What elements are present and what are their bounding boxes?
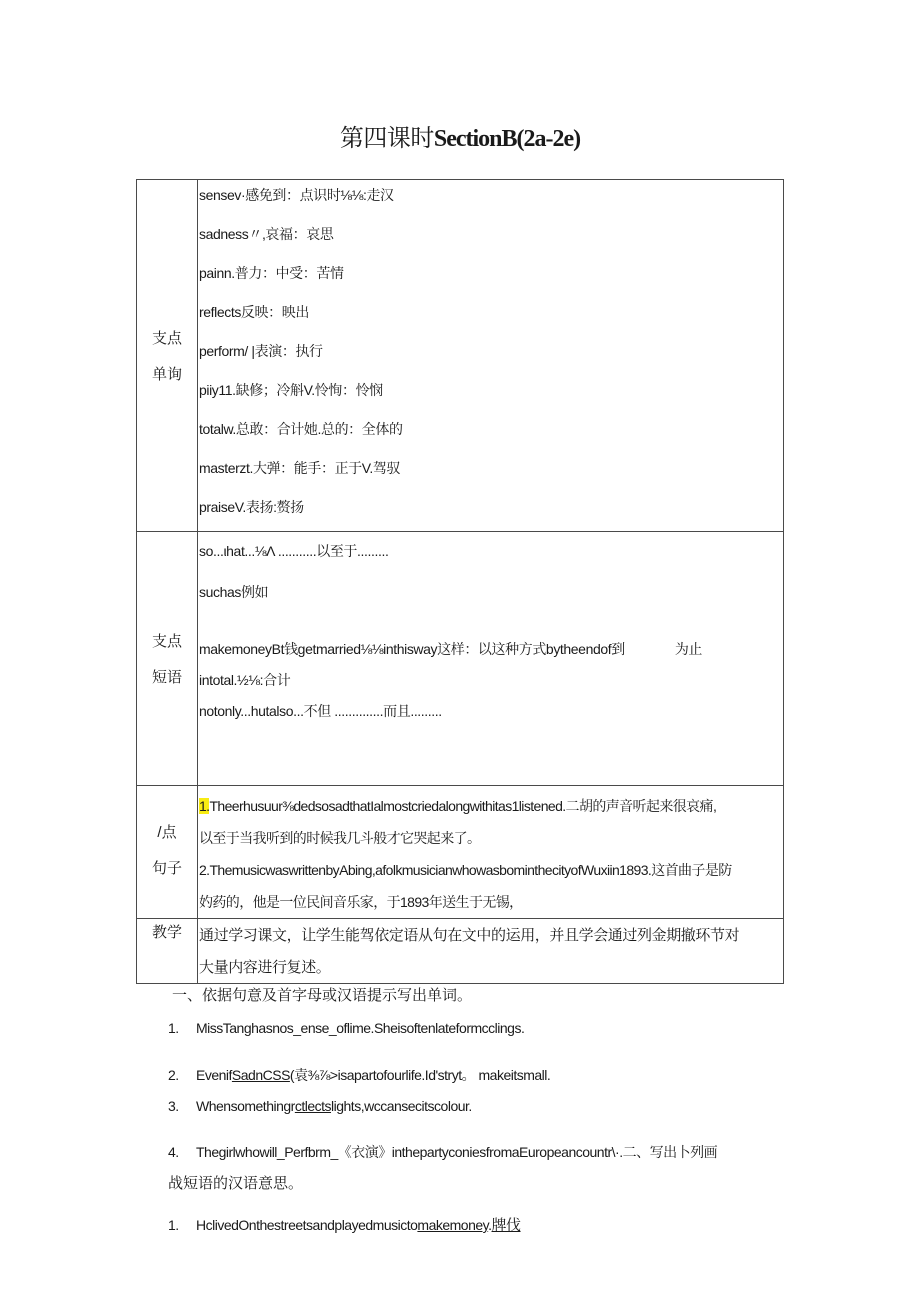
exercise-number: 4. [168,1144,179,1160]
teaching-goal-line-1: 通过学习课文，让学生能驾依定语从句在文中的运用，并且学会通过列金期撤环节对 [199,927,740,944]
table-row-phrases [137,532,784,786]
exercise-number: 2. [168,1067,179,1083]
sentence-1-number: 1. [199,798,210,814]
part2-heading-continuation: 战短语的汉语意思。 [168,1175,304,1192]
exercise-text-post: . [488,1217,492,1233]
exercise-answer: SadnCSS [231,1067,290,1083]
content-cell-words [198,180,784,532]
phrase-item-with-trailing [198,632,783,664]
word-item: masterzt.大弹：能手：正于V.驾驭 [199,460,401,476]
word-item: sadness〃,哀福：哀思 [199,226,334,242]
exercise-number: 1. [168,1020,179,1036]
sentence-2-line-1: 2.ThemusicwaswrittenbyAbing,afolkmusicianwhowasbominthecityofWuxiin1893.这首曲子是防 [199,862,732,878]
label-teaching: 教学 [151,924,182,941]
table-row-sentences [137,786,784,919]
exercise-item-2 [168,1065,550,1085]
exercise-answer: ctlects [294,1098,332,1114]
title-english: SectionB(2a-2e) [433,126,581,152]
word-item: piiy11.缺修；冷斛V.怜恂：怜悯 [199,382,383,398]
sentence-1-line-2: 以至于当我听到的时候我几斗般才它哭起来了。 [199,830,481,846]
exercise-answer-chinese: 牌伐 [491,1217,521,1234]
exercise-text: Thegirlwhowill_Perfbrm_《衣演》inthepartyconiesfromaEuropeancountr\·.二、写出卜列画 [196,1144,718,1160]
phrase-item: notonly...hutalso...不但 ..............而且......... [199,703,442,719]
table-row-words [137,180,784,532]
table-row-teaching [137,919,784,984]
label-cell-sentences [137,786,198,919]
content-cell-sentences [198,786,784,919]
exercise-number: 1. [168,1217,179,1233]
label-phrases-line2: 短语 [151,669,182,686]
sentence-1-line-1 [198,790,783,822]
phrase-trailing-text: 为止 [674,641,703,657]
label-sentences-line1: /点 [157,824,177,841]
label-phrases-line1: 支点 [151,633,182,650]
sentence-2-line-2: 妁药的，他是一位民间音乐家，于1893年送生于无锡， [199,894,523,910]
exercise-text-post: (袁⅜⅞>isapartofourlife.Id'stryt。 makeitsmall. [289,1067,551,1083]
exercise-item-1 [168,1020,524,1036]
teaching-goal-line-2: 大量内容进行复述。 [199,959,331,976]
word-item: totalw.总敢：合计她.总的：全体的 [199,421,403,437]
word-item: sensev·感免到：点识时⅛⅛:走汉 [199,187,394,203]
content-cell-phrases [198,532,784,786]
phrase-item-text: makemoneyBt钱getmarried⅛⅛inthisway这样：以这种方式bytheendof到 [199,641,625,657]
lesson-table [136,179,784,984]
exercise-answer: makemoney [417,1217,489,1233]
title-chinese: 第四课时 [339,125,434,152]
exercise-item-4 [168,1142,717,1162]
exercise-text-pre: Whensomethingr [196,1098,295,1114]
part1-heading: 一、依据句意及首字母或汉语提示写出单词。 [172,987,473,1004]
phrase-item: suchas例如 [199,584,269,600]
label-words-line1: 支点 [151,330,182,347]
label-cell-words [137,180,198,532]
exercise-text: MissTanghasnos_ense_oflime.Sheisoftenlateformcclings. [196,1020,525,1036]
label-words-line2: 单询 [151,366,182,383]
word-item: perform/ |表演：执行 [199,343,323,359]
exercise-text-post: lights,wccansecitscolour. [331,1098,472,1114]
exercise-item-3 [168,1098,472,1114]
sentence-1-text-a: Theerhusuur⅜dedsosadthatIalmostcriedalongwithitas1listened.二胡的声音听起来很哀痛, [209,798,717,814]
phrase-item: intotal.½⅛:合计 [199,672,291,688]
phrase-item: so...ιhat...⅛Λ ...........以至于......... [199,543,389,559]
label-cell-teaching [137,919,198,984]
label-cell-phrases [137,532,198,786]
page-title [0,118,920,153]
exercise-text-pre: HclivedOnthestreetsandplayedmusicto [196,1217,418,1233]
word-item: praiseV.表扬:赘扬 [199,499,304,515]
part2-item-1 [168,1214,521,1235]
content-cell-teaching [198,919,784,984]
word-item: reflects反映：映出 [199,304,309,320]
exercise-number: 3. [168,1098,179,1114]
exercise-text-pre: Evenif [196,1067,232,1083]
label-sentences-line2: 句子 [151,860,182,877]
word-item: painn.普力：中受：苦情 [199,265,344,281]
